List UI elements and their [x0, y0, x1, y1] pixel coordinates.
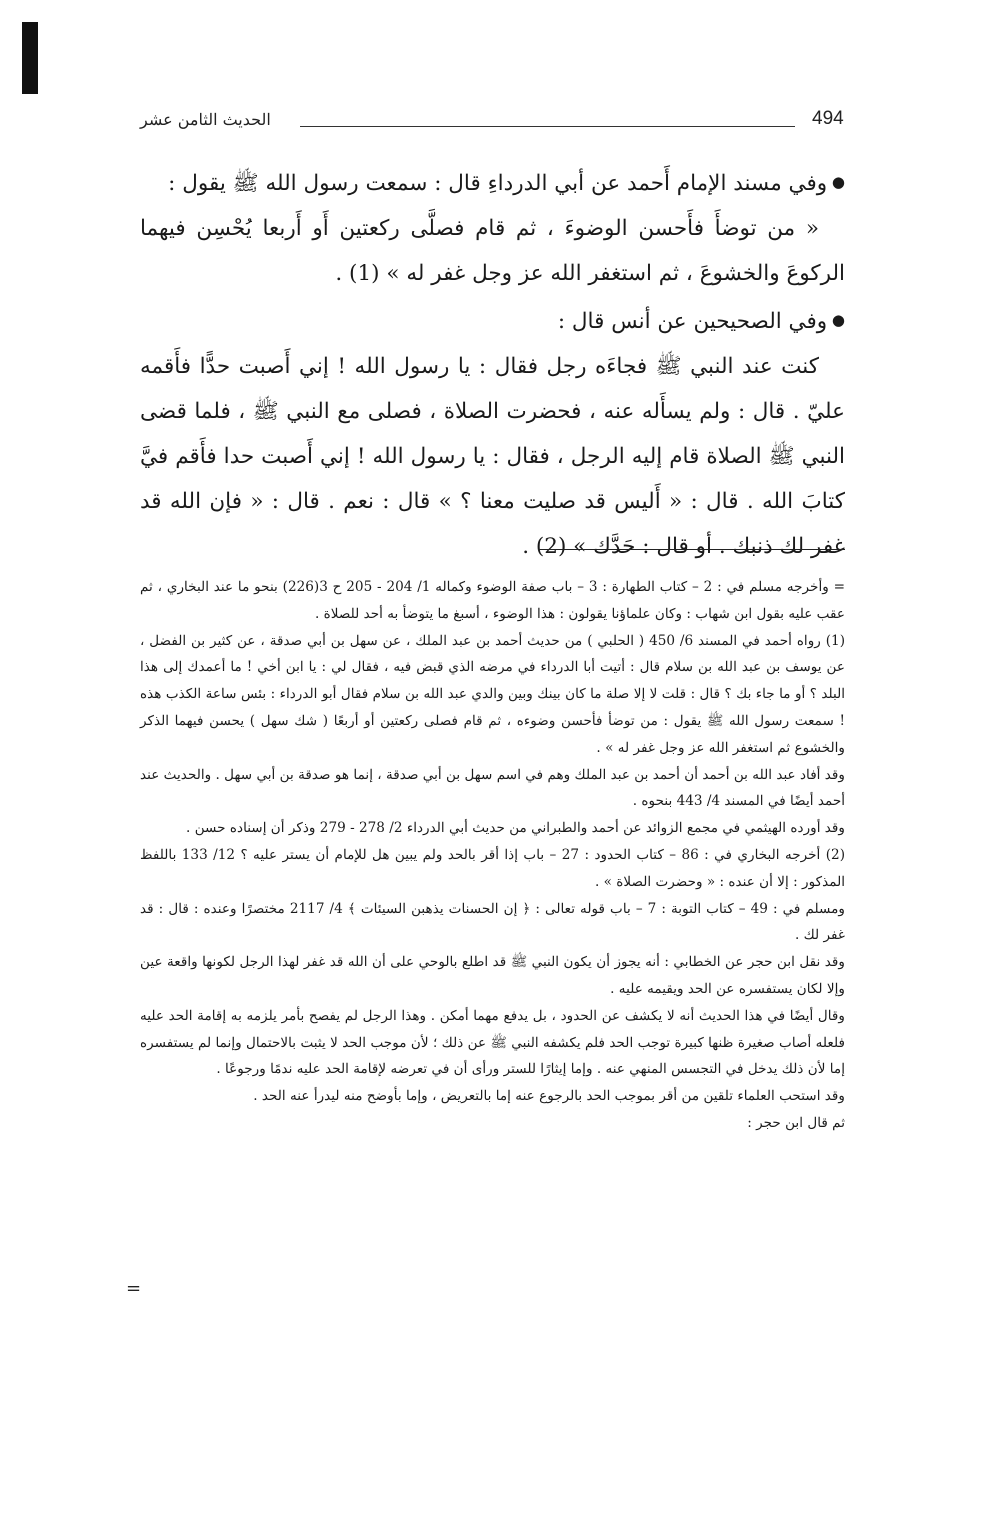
paragraph-1: ● وفي مسند الإمام أَحمد عن أبي الدرداءِ قال : سمعت رسول الله ﷺ يقول :	[140, 160, 845, 206]
footnote-2-note-b: وقد نقل ابن حجر عن الخطابي : أنه يجوز أن يكون النبي ﷺ قد اطلع بالوحي على أن الله قد غفر لهذا الرجل لكونها واقعة عين وإلا لكان يستفسره عن الحد ويقيمه عليه .	[140, 954, 845, 997]
page-number: 494	[812, 108, 844, 129]
footnote-1: (1) رواه أحمد في المسند 6/ 450 ( الحلبي ) من حديث أحمد بن عبد الملك ، عن سهل بن أبي صدقة ، عن كثير بن الفضل ، عن يوسف بن عبد الله بن سلام قال : أتيت أبا الدرداء في مرضه الذي قبض فيه ، فقال لي : يا ابن أخي ! ما أعمدك إلى هذا البلد ؟ أو ما جاء بك ؟ قال : قلت لا إلا صلة ما كان بينك وبين والدي عبد الله بن سلام فقال أبو الدرداء : بئس ساعة الكذب هذه ! سمعت رسول الله ﷺ يقول : من توضأ فأحسن وضوءه ، ثم قام فصلى ركعتين أو أربعًا ( شك سهل ) يحسن فيهما الذكر والخشوع ثم استغفر الله عز وجل غفر له » .	[140, 632, 845, 756]
main-text	[140, 160, 845, 569]
paragraph-4: كنت عند النبي ﷺ فجاءَه رجل فقال : يا رسول الله ! إني أَصبت حدًّا فأَقمه عليّ . قال : ولم يسأَله عنه ، فحضرت الصلاة ، فصلى مع النبي ﷺ ، فلما قضى النبي ﷺ الصلاة قام إليه الرجل ، فقال : يا رسول الله ! إني أَصبت حدا فأَقم فيَّ كتابَ الله . قال : « أَليس قد صليت معنا ؟ » قال : نعم . قال : « فإن الله قد غفر لك ذنبك . أو قال : حَدَّك » (2) .	[140, 354, 845, 559]
running-head: الحديث الثامن عشر	[140, 110, 271, 129]
continuation-mark: =	[126, 1278, 142, 1299]
footnote-1-note-b: وقد أورده الهيثمي في مجمع الزوائد عن أحمد والطبراني من حديث أبي الدرداء 2/ 278 - 279 وذكر أن إسناده حسن .	[186, 820, 845, 837]
footnote-separator	[538, 549, 845, 550]
footnote-2-note-e: ثم قال ابن حجر :	[747, 1114, 845, 1131]
page-edge-mark	[22, 22, 38, 94]
footnotes	[140, 574, 845, 1137]
footnote-2-note-a: ومسلم في : 49 – كتاب التوبة : 7 – باب قوله تعالى : ﴿ إن الحسنات يذهبن السيئات ﴾ 4/ 2117 مختصرًا وعنده : قال : قد غفر لك .	[140, 900, 845, 944]
paragraph-2: « من توضأَ فأَحسن الوضوءَ ، ثم قام فصلَّى ركعتين أَو أَربعا يُحْسِن فيهما الركوعَ والخشوعَ ، ثم استغفر الله عز وجل غفر له » (1) .	[140, 216, 845, 286]
footnote-1-note-a: وقد أفاد عبد الله بن أحمد أن أحمد بن عبد الملك وهم في اسم سهل بن أبي صدقة ، إنما هو صدقة بن أبي سهل . والحديث عند أحمد أيضًا في المسند 4/ 443 بنحوه .	[140, 766, 845, 810]
footnote-2-note-c: وقال أيضًا في هذا الحديث أنه لا يكشف عن الحدود ، بل يدفع مهما أمكن . وهذا الرجل لم يفصح بأمر يلزمه به إقامة الحد عليه فلعله أصاب صغيرة ظنها كبيرة توجب الحد فلم يكشفه النبي ﷺ عن ذلك ؛ لأن موجب الحد لا يثبت بالاحتمال وإنما لم يستفسره إما لأن ذلك يدخل في التجسس المنهي عنه . وإما إيثارًا للستر ورأى أن في تعرضه لإقامة الحد عليه ندمًا ورجوعًا .	[140, 1007, 845, 1078]
footnote-continuation: = وأخرجه مسلم في : 2 – كتاب الطهارة : 3 – باب صفة الوضوء وكماله 1/ 204 - 205 ح 3(226) بنحو ما عند البخاري ، ثم عقب عليه بقول ابن شهاب : وكان علماؤنا يقولون : هذا الوضوء ، أسبغ ما يتوضأ به أحد للصلاة .	[140, 579, 845, 622]
page-header	[140, 108, 850, 138]
header-rule	[300, 126, 795, 127]
footnote-2-note-d: وقد استحب العلماء تلقين من أقر بموجب الحد بالرجوع عنه إما بالتعريض ، وإما بأوضح منه ليدرأ عنه الحد .	[253, 1088, 845, 1105]
footnote-2: (2) أخرجه البخاري في : 86 – كتاب الحدود : 27 – باب إذا أقر بالحد ولم يبين هل للإمام أن يستر عليه ؟ 12/ 133 باللفظ المذكور : إلا أن عنده : « وحضرت الصلاة » .	[140, 846, 845, 890]
paragraph-3: ● وفي الصحيحين عن أنس قال :	[140, 298, 845, 344]
